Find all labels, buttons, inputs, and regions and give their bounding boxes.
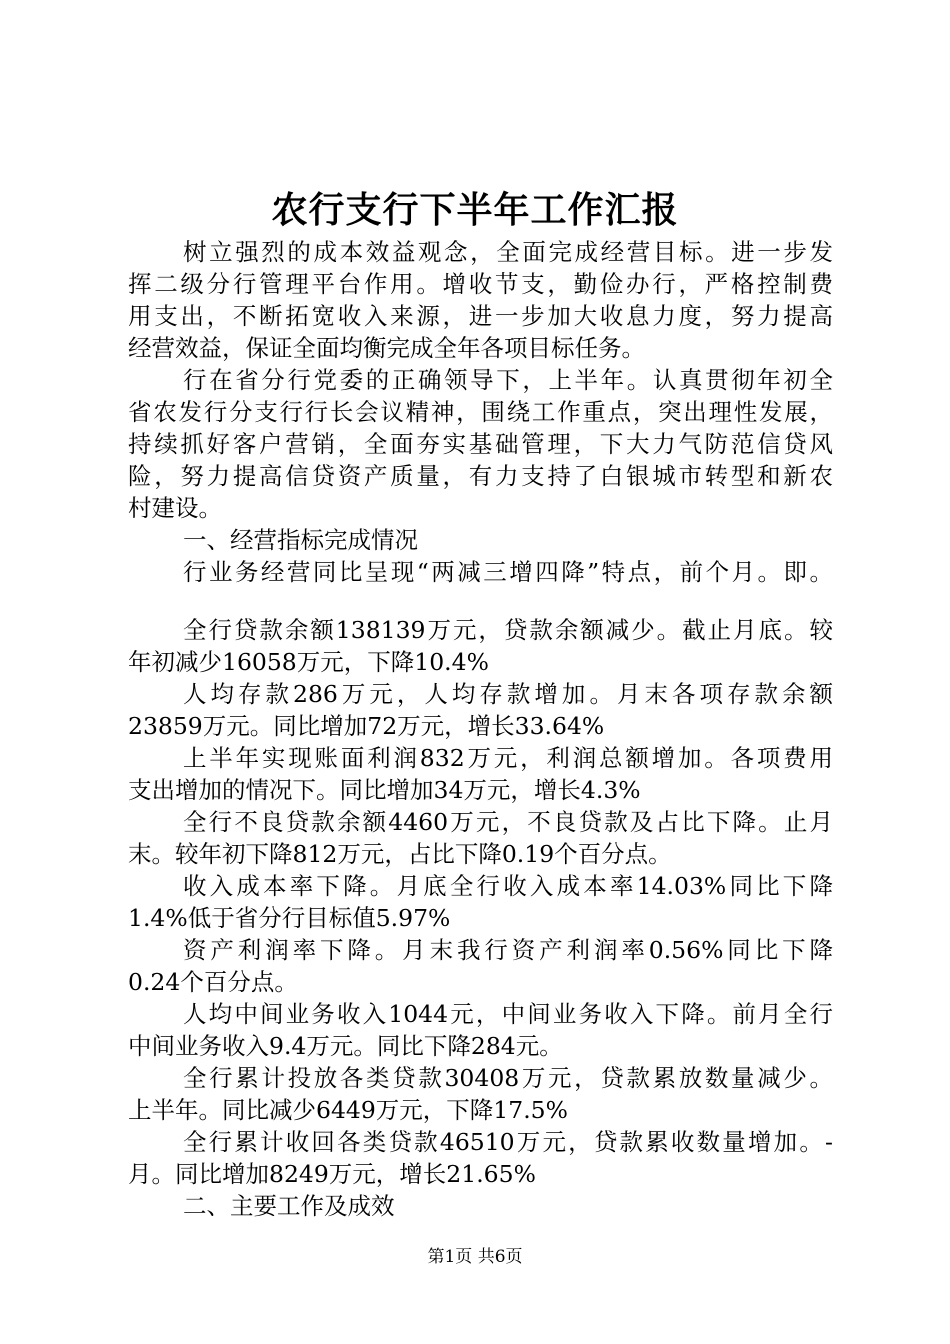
- paragraph-line: 全行累计投放各类贷款30408万元，贷款累放数量减少。: [183, 1064, 833, 1092]
- paragraph-line: 持续抓好客户营销，全面夯实基础管理，下大力气防范信贷风: [128, 430, 833, 458]
- section-heading: 二、主要工作及成效: [183, 1192, 395, 1220]
- paragraph-line: 0.24个百分点。: [128, 968, 298, 996]
- paragraph-line: 中间业务收入9.4万元。同比下降284元。: [128, 1032, 563, 1060]
- paragraph-line: 省农发行分支行行长会议精神，围绕工作重点，突出理性发展，: [128, 398, 833, 426]
- paragraph-line: 树立强烈的成本效益观念，全面完成经营目标。进一步发: [183, 238, 833, 266]
- paragraph-line: 险，努力提高信贷资产质量，有力支持了白银城市转型和新农: [128, 462, 833, 490]
- paragraph-line: 全行贷款余额138139万元，贷款余额减少。截止月底。较: [183, 616, 833, 644]
- paragraph-line: 经营效益，保证全面均衡完成全年各项目标任务。: [128, 334, 645, 362]
- paragraph-line: 支出增加的情况下。同比增加34万元，增长4.3%: [128, 776, 641, 804]
- paragraph-line: 收入成本率下降。月底全行收入成本率14.03%同比下降: [183, 872, 833, 900]
- page-footer: 第1页 共6页: [427, 1247, 523, 1267]
- paragraph-line: 挥二级分行管理平台作用。增收节支，勤俭办行，严格控制费: [128, 270, 833, 298]
- paragraph-line: 末。较年初下降812万元，占比下降0.19个百分点。: [128, 840, 672, 868]
- paragraph-line: 行业务经营同比呈现“两减三增四降”特点，前个月。即。: [183, 558, 833, 586]
- paragraph-line: 用支出，不断拓宽收入来源，进一步加大收息力度，努力提高: [128, 302, 833, 330]
- paragraph-line: 全行不良贷款余额4460万元，不良贷款及占比下降。止月: [183, 808, 833, 836]
- paragraph-line: 上半年实现账面利润832万元，利润总额增加。各项费用: [183, 744, 833, 772]
- paragraph-line: 上半年。同比减少6449万元，下降17.5%: [128, 1096, 568, 1124]
- section-heading: 一、经营指标完成情况: [183, 526, 418, 554]
- paragraph-line: 村建设。: [128, 494, 222, 522]
- paragraph-line: 1.4%低于省分行目标值5.97%: [128, 904, 451, 932]
- paragraph-line: 人均中间业务收入1044元，中间业务收入下降。前月全行: [183, 1000, 833, 1028]
- paragraph-line: 资产利润率下降。月末我行资产利润率0.56%同比下降: [183, 936, 833, 964]
- document-title: 农行支行下半年工作汇报: [271, 189, 679, 231]
- paragraph-line: 年初减少16058万元，下降10.4%: [128, 648, 489, 676]
- paragraph-line: 行在省分行党委的正确领导下，上半年。认真贯彻年初全: [183, 366, 833, 394]
- paragraph-line: 全行累计收回各类贷款46510万元，贷款累收数量增加。-: [183, 1128, 833, 1156]
- paragraph-line: 人均存款286万元，人均存款增加。月末各项存款余额: [183, 680, 833, 708]
- paragraph-line: 23859万元。同比增加72万元，增长33.64%: [128, 712, 605, 740]
- paragraph-line: 月。同比增加8249万元，增长21.65%: [128, 1160, 536, 1188]
